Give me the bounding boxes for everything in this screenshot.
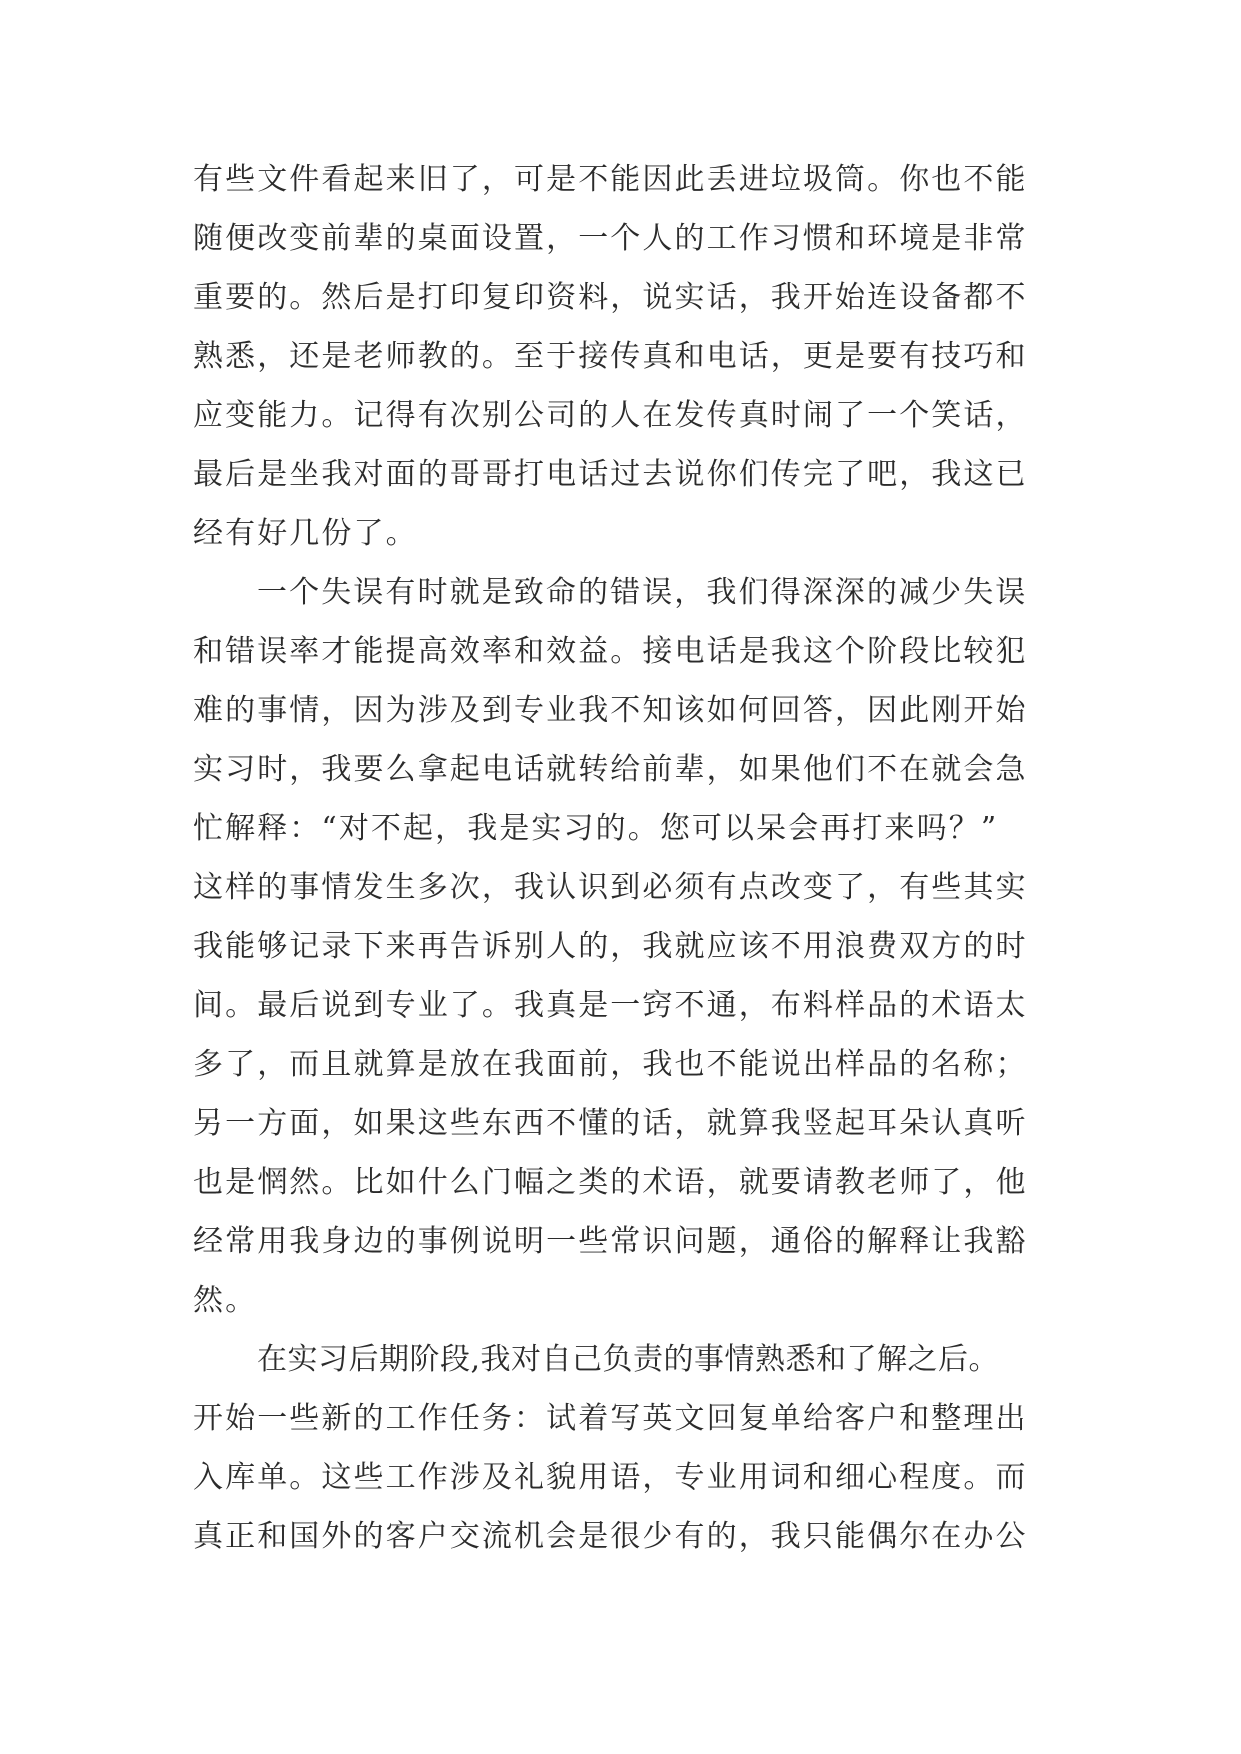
text-line: 随便改变前辈的桌面设置，一个人的工作习惯和环境是非常 — [193, 221, 1028, 256]
text-line: 应变能力。记得有次别公司的人在发传真时闹了一个笑话， — [193, 398, 1028, 433]
text-line: 也是惘然。比如什么门幅之类的术语，就要请教老师了，他 — [193, 1165, 1028, 1200]
text-line: 重要的。然后是打印复印资料，说实话，我开始连设备都不 — [193, 280, 1028, 315]
text-line: 难的事情，因为涉及到专业我不知该如何回答，因此刚开始 — [193, 693, 1028, 728]
text-line: 真正和国外的客户交流机会是很少有的，我只能偶尔在办公 — [193, 1519, 1028, 1554]
text-line: 忙解释：“对不起，我是实习的。您可以呆会再打来吗？” — [193, 811, 999, 846]
document-body — [193, 150, 1053, 1566]
text-line: 入库单。这些工作涉及礼貌用语，专业用词和细心程度。而 — [193, 1460, 1028, 1495]
paragraph-first-line: 在实习后期阶段,我对自己负责的事情熟悉和了解之后。 — [257, 1342, 1000, 1377]
text-line: 多了，而且就算是放在我面前，我也不能说出样品的名称； — [193, 1047, 1028, 1082]
text-line: 熟悉，还是老师教的。至于接传真和电话，更是要有技巧和 — [193, 339, 1028, 374]
text-line: 有些文件看起来旧了，可是不能因此丢进垃圾筒。你也不能 — [193, 162, 1028, 197]
text-line: 另一方面，如果这些东西不懂的话，就算我竖起耳朵认真听 — [193, 1106, 1028, 1141]
text-line: 最后是坐我对面的哥哥打电话过去说你们传完了吧，我这已 — [193, 457, 1028, 492]
text-line: 开始一些新的工作任务：试着写英文回复单给客户和整理出 — [193, 1401, 1028, 1436]
text-line: 我能够记录下来再告诉别人的，我就应该不用浪费双方的时 — [193, 929, 1028, 964]
text-line: 实习时，我要么拿起电话就转给前辈，如果他们不在就会急 — [193, 752, 1028, 787]
text-line: 经有好几份了。 — [193, 516, 418, 551]
text-line: 间。最后说到专业了。我真是一窍不通，布料样品的术语太 — [193, 988, 1028, 1023]
paragraph-first-line: 一个失误有时就是致命的错误，我们得深深的减少失误 — [257, 575, 1028, 610]
text-line: 然。 — [193, 1283, 258, 1318]
text-line: 和错误率才能提高效率和效益。接电话是我这个阶段比较犯 — [193, 634, 1028, 669]
text-line: 这样的事情发生多次，我认识到必须有点改变了，有些其实 — [193, 870, 1028, 905]
text-line: 经常用我身边的事例说明一些常识问题，通俗的解释让我豁 — [193, 1224, 1028, 1259]
